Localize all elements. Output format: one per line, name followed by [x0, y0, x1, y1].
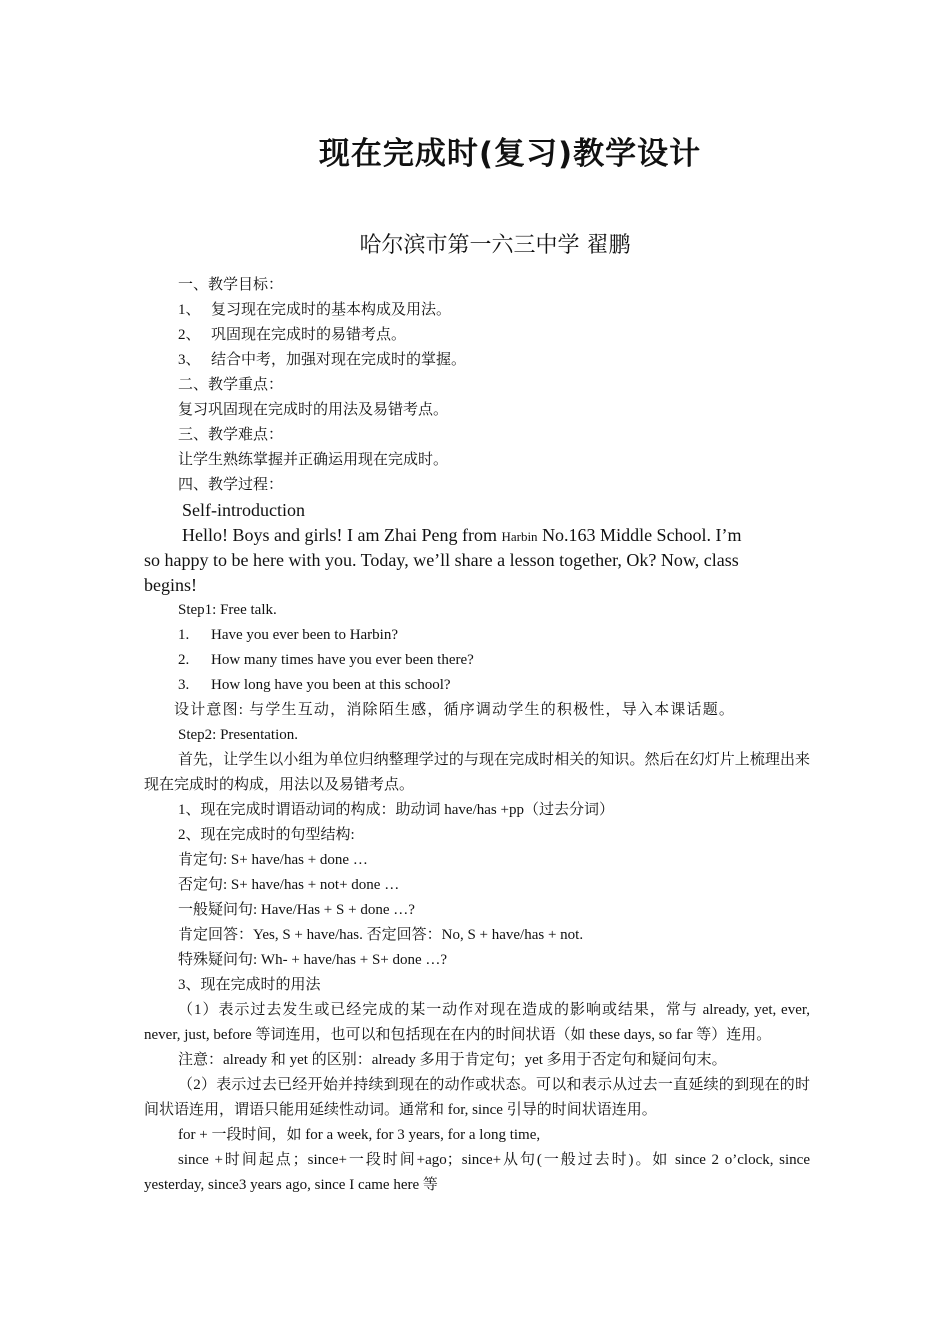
- point-2: 2、现在完成时的句型结构:: [178, 827, 355, 843]
- objective-item: 2、 巩固现在完成时的易错考点。: [178, 327, 407, 343]
- step2-paragraph: 首先，让学生以小组为单位归纳整理学过的与现在完成时相关的知识。然后在幻灯片上梳理出来现在完成时的构成，用法以及易错考点。: [144, 752, 810, 793]
- process-heading: 四、教学过程：: [178, 477, 284, 493]
- question-item: 3. How long have you been at this school?: [178, 677, 451, 693]
- affirmative-structure: 肯定句: S+ have/has + done …: [178, 852, 368, 868]
- difficult-points-text: 让学生熟练掌握并正确运用现在完成时。: [178, 452, 449, 468]
- document-body: [144, 273, 810, 1198]
- self-intro-heading: Self-introduction: [182, 500, 305, 520]
- point-3: 3、现在完成时的用法: [178, 977, 321, 993]
- objective-item: 1、 复习现在完成时的基本构成及用法。: [178, 302, 452, 318]
- design-intent: 设计意图: 与学生互动，消除陌生感，循序调动学生的积极性，导入本课话题。: [174, 702, 736, 718]
- usage-2-paragraph: （2）表示过去已经开始并持续到现在的动作或状态。可以和表示从过去一直延续的到现在的时间状语连用，谓语只能用延续性动词。通常和 for, since 引导的时间状语连用。: [144, 1077, 810, 1118]
- since-usage-paragraph: since +时间起点；since+一段时间+ago；since+从句(一般过去时)。如 since 2 o’clock, since yesterday, since3 years ago, since I came here 等: [144, 1152, 810, 1193]
- key-points-text: 复习巩固现在完成时的用法及易错考点。: [178, 402, 449, 418]
- intro-line: so happy to be here with you. Today, we’ll share a lesson together, Ok? Now, class: [144, 550, 739, 570]
- key-points-heading: 二、教学重点：: [178, 377, 284, 393]
- question-item: 1. Have you ever been to Harbin?: [178, 627, 399, 643]
- for-usage-line: for + 一段时间，如 for a week, for 3 years, for a long time,: [178, 1127, 541, 1143]
- point-1: 1、现在完成时谓语动词的构成：助动词 have/has +pp（过去分词）: [178, 802, 614, 818]
- general-question-structure: 一般疑问句: Have/Has + S + done …?: [178, 902, 415, 918]
- document-title: 现在完成时(复习)教学设计: [318, 136, 702, 172]
- intro-line: Hello! Boys and girls! I am Zhai Peng from Harbin No.163 Middle School. I’m: [182, 525, 742, 545]
- question-item: 2. How many times have you ever been there?: [178, 652, 474, 668]
- answer-structure: 肯定回答：Yes, S + have/has. 否定回答：No, S + have/has + not.: [178, 927, 584, 943]
- difficult-points-heading: 三、教学难点：: [178, 427, 284, 443]
- objectives-heading: 一、教学目标：: [178, 277, 284, 293]
- negative-structure: 否定句: S+ have/has + not+ done …: [178, 877, 400, 893]
- author-line: 哈尔滨市第一六三中学 翟鹏: [359, 233, 631, 258]
- usage-1-paragraph: （1）表示过去发生或已经完成的某一动作对现在造成的影响或结果，常与 already, yet, ever, never, just, before 等词连用，也可以和包括现在在内的时间状语（如 these days, so far 等）连用。: [144, 1002, 810, 1043]
- objective-item: 3、 结合中考，加强对现在完成时的掌握。: [178, 352, 467, 368]
- step2-heading: Step2: Presentation.: [178, 727, 298, 743]
- special-question-structure: 特殊疑问句: Wh- + have/has + S+ done …?: [178, 952, 448, 968]
- step1-heading: Step1: Free talk.: [178, 602, 277, 618]
- intro-line: begins!: [144, 575, 197, 595]
- note-line: 注意：already 和 yet 的区别：already 多用于肯定句；yet 多用于否定句和疑问句末。: [178, 1052, 727, 1068]
